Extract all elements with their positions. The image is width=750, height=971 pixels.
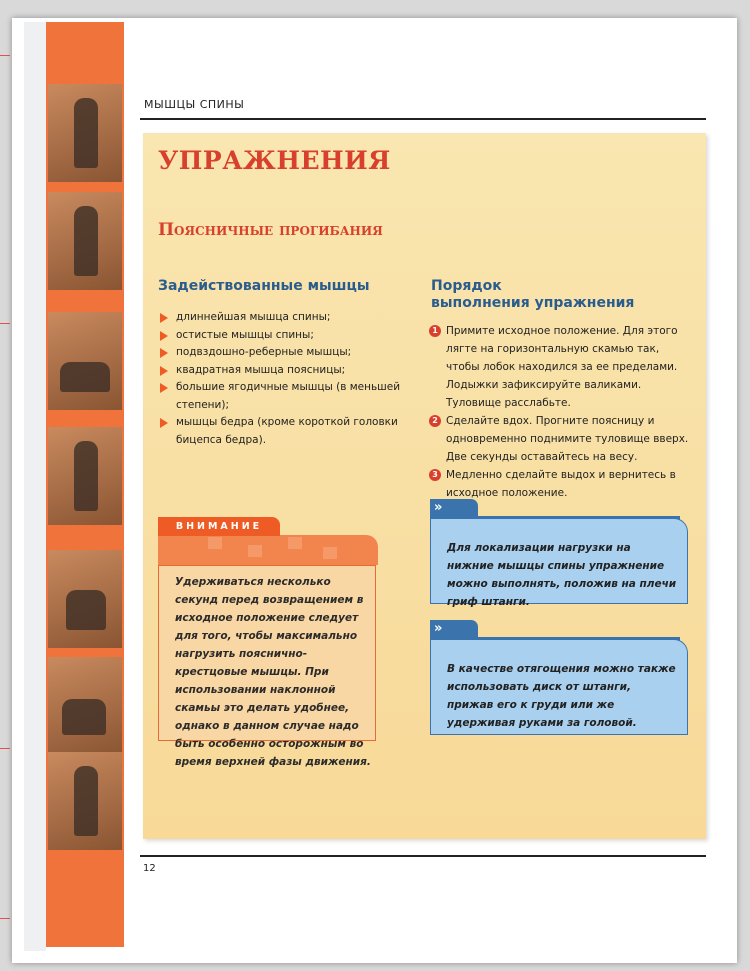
tip-tab [430,499,478,517]
step-item: 2 Сделайте вдох. Прогните поясницу и одновременно поднимите туловище вверх. Две секунды оставайтесь на весу. [429,412,691,466]
bullet-arrow-icon [160,366,168,376]
warning-header [158,535,378,565]
margin-mark [0,748,10,749]
page-number: 12 [143,863,156,874]
list-item: остистые мышцы спины; [160,327,420,345]
warning-text: Удерживаться несколько секунд перед возвращением в исходное положение следует для того, чтобы максимально нагрузить пояснично-крестцовые мышцы. При использовании наклонной скамьы это делать удобнее, однако в данном случае надо быть особенно осторожным во время верхней фазы движения. [175,576,371,768]
muscles-list [160,309,420,449]
header-rule [140,118,706,120]
bullet-arrow-icon [160,418,168,428]
exercise-photo [48,192,122,290]
margin-mark [0,918,10,919]
photo-strip [46,22,124,947]
exercise-title: Поясничные прогибания [158,220,383,240]
exercise-photo [48,312,122,410]
page-title: УПРАЖНЕНИЯ [158,146,391,175]
section-header: МЫШЦЫ СПИНЫ [144,98,245,111]
tip-tab [430,620,478,638]
procedure-heading: Порядок выполнения упражнения [431,278,635,311]
list-item: длиннейшая мышца спины; [160,309,420,327]
double-chevron-icon: » [434,621,443,636]
margin-mark [0,323,10,324]
list-item: мышцы бедра (кроме короткой головки бицепса бедра). [160,414,420,449]
list-item: подвздошно-реберные мышцы; [160,344,420,362]
muscles-heading: Задействованные мышцы [158,278,370,294]
bullet-arrow-icon [160,313,168,323]
exercise-photo [48,657,122,755]
double-chevron-icon: » [434,500,443,515]
bullet-arrow-icon [160,348,168,358]
bullet-arrow-icon [160,331,168,341]
bullet-arrow-icon [160,383,168,393]
warning-label: ВНИМАНИЕ [158,517,280,536]
exercise-photo [48,752,122,850]
exercise-photo [48,84,122,182]
tip-text: В качестве отягощения можно также использовать диск от штанги, прижав его к груди или же удерживая руками за головой. [447,663,676,729]
exercise-photo [48,550,122,648]
page-edges [24,22,46,951]
list-item: квадратная мышца поясницы; [160,362,420,380]
list-item: большие ягодичные мышцы (в меньшей степени); [160,379,420,414]
step-item: 1 Примите исходное положение. Для этого лягте на горизонтальную скамью так, чтобы лобок находился за ее пределами. Лодыжки зафиксируйте валиками. Туловище расслабьте. [429,322,691,412]
margin-mark [0,55,10,56]
step-item: 3 Медленно сделайте выдох и вернитесь в исходное положение. [429,466,691,502]
exercise-photo [48,427,122,525]
tip-text: Для локализации нагрузки на нижние мышцы спины упражнение можно выполнять, положив на плечи гриф штанги. [447,542,677,608]
procedure-steps [429,322,691,502]
footer-rule [140,855,706,857]
